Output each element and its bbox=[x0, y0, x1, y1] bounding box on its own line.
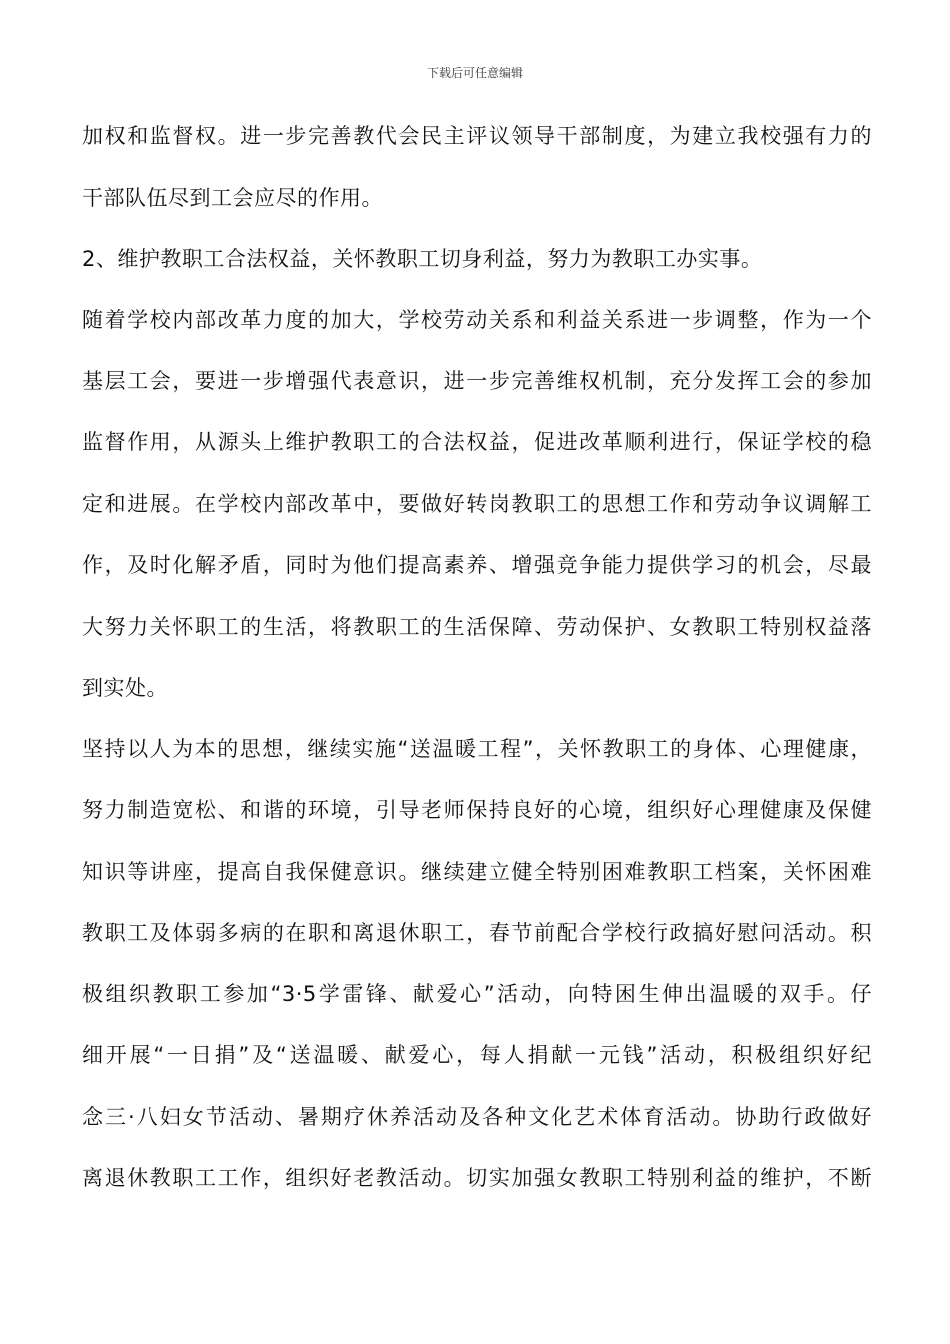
text-line: 极组织教职工参加“3·5学雷锋、献爱心”活动，向特困生伸出温暖的双手。仔 bbox=[82, 982, 872, 1006]
text-line: 作，及时化解矛盾，同时为他们提高素养、增强竞争能力提供学习的机会，尽最 bbox=[82, 553, 872, 577]
text-line: 基层工会，要进一步增强代表意识，进一步完善维权机制，充分发挥工会的参加 bbox=[82, 369, 872, 393]
text-line: 教职工及体弱多病的在职和离退休职工，春节前配合学校行政搞好慰问活动。积 bbox=[82, 921, 872, 945]
text-line: 努力制造宽松、和谐的环境，引导老师保持良好的心境，组织好心理健康及保健 bbox=[82, 798, 872, 822]
page-header: 下载后可任意编辑 bbox=[426, 66, 523, 80]
text-line: 离退休教职工工作，组织好老教活动。切实加强女教职工特别利益的维护，不断 bbox=[82, 1166, 872, 1190]
text-line: 2、维护教职工合法权益，关怀教职工切身利益，努力为教职工办实事。 bbox=[82, 247, 763, 271]
text-line: 到实处。 bbox=[82, 676, 168, 700]
text-line: 监督作用，从源头上维护教职工的合法权益，促进改革顺利进行，保证学校的稳 bbox=[82, 430, 872, 454]
text-line: 念三·八妇女节活动、暑期疗休养活动及各种文化艺术体育活动。协助行政做好 bbox=[82, 1105, 872, 1129]
text-line: 大努力关怀职工的生活，将教职工的生活保障、劳动保护、女教职工特别权益落 bbox=[82, 615, 872, 639]
text-line: 定和进展。在学校内部改革中，要做好转岗教职工的思想工作和劳动争议调解工 bbox=[82, 492, 872, 516]
text-line: 随着学校内部改革力度的加大，学校劳动关系和利益关系进一步调整，作为一个 bbox=[82, 308, 872, 332]
text-line: 坚持以人为本的思想，继续实施“送温暖工程”，关怀教职工的身体、心理健康， bbox=[82, 737, 872, 761]
text-line: 知识等讲座，提高自我保健意识。继续建立健全特别困难教职工档案，关怀困难 bbox=[82, 860, 872, 884]
text-line: 细开展“一日捐”及“送温暖、献爱心，每人捐献一元钱”活动，积极组织好纪 bbox=[82, 1043, 872, 1067]
text-line: 加权和监督权。进一步完善教代会民主评议领导干部制度，为建立我校强有力的 bbox=[82, 124, 872, 148]
text-line: 干部队伍尽到工会应尽的作用。 bbox=[82, 186, 383, 210]
